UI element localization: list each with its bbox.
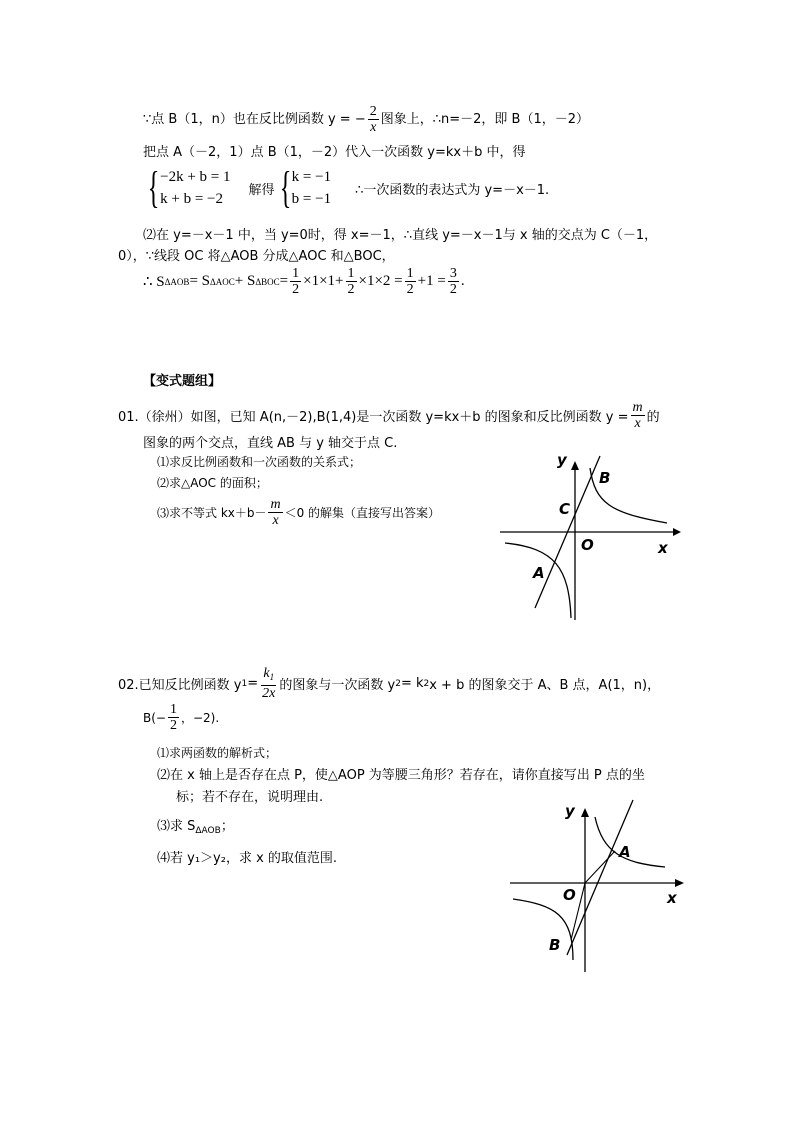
q1-label-b: B (599, 469, 611, 487)
solution-line1-text: ∵点 B（1，n）也在反比例函数 y = − (143, 112, 366, 127)
q1-sub-2: ⑵求△AOC 的面积； (157, 476, 268, 490)
q2-hyperbola-branch-2 (513, 899, 573, 960)
q2-sub-2-line-1: ⑵在 x 轴上是否存在点 P，使△AOP 为等腰三角形？若存在，请你直接写出 P 点的坐 (157, 768, 645, 783)
q2-sub-1: ⑴求两函数的解析式； (157, 746, 278, 760)
fraction-m-over-x-2: $\frac{m}{x}$ (270, 497, 281, 528)
part2-line-2: 0），∵线段 OC 将△AOB 分成△AOC 和△BOC， (118, 249, 395, 264)
q2-sub-4: ⑷若 y₁＞y₂，求 x 的取值范围. (157, 851, 338, 866)
q1-line-1: 01.（徐州）如图，已知 A(n,－2),B(1,4)是一次函数 y=kx＋b 的图象和反比例函数 y = $\frac{m}{x}$ 的 (118, 400, 660, 431)
q2-y-arrow (581, 808, 589, 817)
fraction-m-over-x: $\frac{m}{x}$ (632, 400, 643, 431)
q2-label-x: x (667, 889, 677, 907)
fraction-half-2: $\frac{1}{2}$ (347, 266, 355, 297)
q1-line-2: 图象的两个交点，直线 AB 与 y 轴交于点 C. (143, 436, 398, 451)
equation-system-row (143, 163, 550, 212)
q2-sub-2-line-2: 标；若不存在，说明理由. (176, 790, 324, 805)
linear-expression-conclusion: ∴一次函数的表达式为 y=－x－1. (355, 182, 550, 198)
fraction-half-b: $\frac{1}{2}$ (169, 702, 177, 733)
left-brace: { (147, 163, 160, 212)
q2-line-2: B(− $\frac{1}{2}$ ，−2). (143, 702, 220, 733)
system-1: −2k + b = 1 k + b = −2 (160, 169, 231, 207)
q1-label-c: C (559, 500, 571, 518)
q2-label-b: B (549, 936, 561, 954)
part2-line-1: ⑵在 y=－x－1 中，当 y=0时，得 x=－1，∴直线 y=－x－1与 x 轴的交点为 C（－1， (143, 228, 658, 243)
q1-y-arrow (571, 461, 579, 470)
fraction-k1-over-2x: $\frac{k_1}{2x}$ (262, 666, 276, 701)
q1-label-a: A (533, 564, 545, 582)
solution-line-1 (143, 104, 589, 135)
q2-line-ab (567, 800, 633, 955)
section-title: 【变式题组】 (143, 374, 222, 389)
q1-x-arrow (673, 528, 681, 536)
q1-sub-3: ⑶求不等式 kx＋b－ $\frac{m}{x}$ ＜0 的解集（直接写出答案） (157, 497, 441, 528)
q2-x-arrow (675, 879, 684, 887)
q2-label-y: y (565, 802, 575, 820)
q2-label-a: A (619, 843, 631, 861)
q2-line-1: 02.已知反比例函数 y 1 = $\frac{k_1}{2x}$ 的图象与一次函数 y 2 = k 2 x + b 的图象交于 A、B 点，A(1，n)， (118, 666, 661, 701)
q1-label-x: x (658, 539, 668, 557)
solve-label: 解得 (248, 182, 275, 198)
q2-sub-3: ⑶求 $S_{\Delta AOB}$； (157, 819, 234, 836)
left-brace-2: { (279, 163, 291, 212)
fraction-half-3: $\frac{1}{2}$ (406, 266, 414, 297)
fraction-half-1: $\frac{1}{2}$ (292, 266, 300, 297)
q2-label-o: O (563, 886, 576, 904)
q2-graph (505, 795, 695, 977)
fraction-three-halves: $\frac{3}{2}$ (449, 266, 457, 297)
q1-graph (495, 448, 685, 626)
system-2: k = −1 b = −1 (291, 169, 332, 207)
q1-label-o: O (581, 536, 594, 554)
q1-label-y: y (557, 451, 567, 469)
fraction-2-over-x: $\frac{2}{x}$ (369, 104, 377, 135)
area-equation: ∴ S ΔAOB = S ΔAOC + S ΔBOC = $\frac{1}{2}$ ×1×1+ $\frac{1}{2}$ ×1×2 = $\frac{1}{2}$ +1 = $\frac{3}{2}$ . (143, 266, 465, 297)
solution-line-2: 把点 A（－2，1）点 B（1，－2）代入一次函数 y=kx＋b 中，得 (143, 145, 526, 160)
solution-line1-post: 图象上，∴n=－2，即 B（1，－2） (380, 112, 589, 127)
q1-sub-1: ⑴求反比例函数和一次函数的关系式； (157, 455, 362, 469)
